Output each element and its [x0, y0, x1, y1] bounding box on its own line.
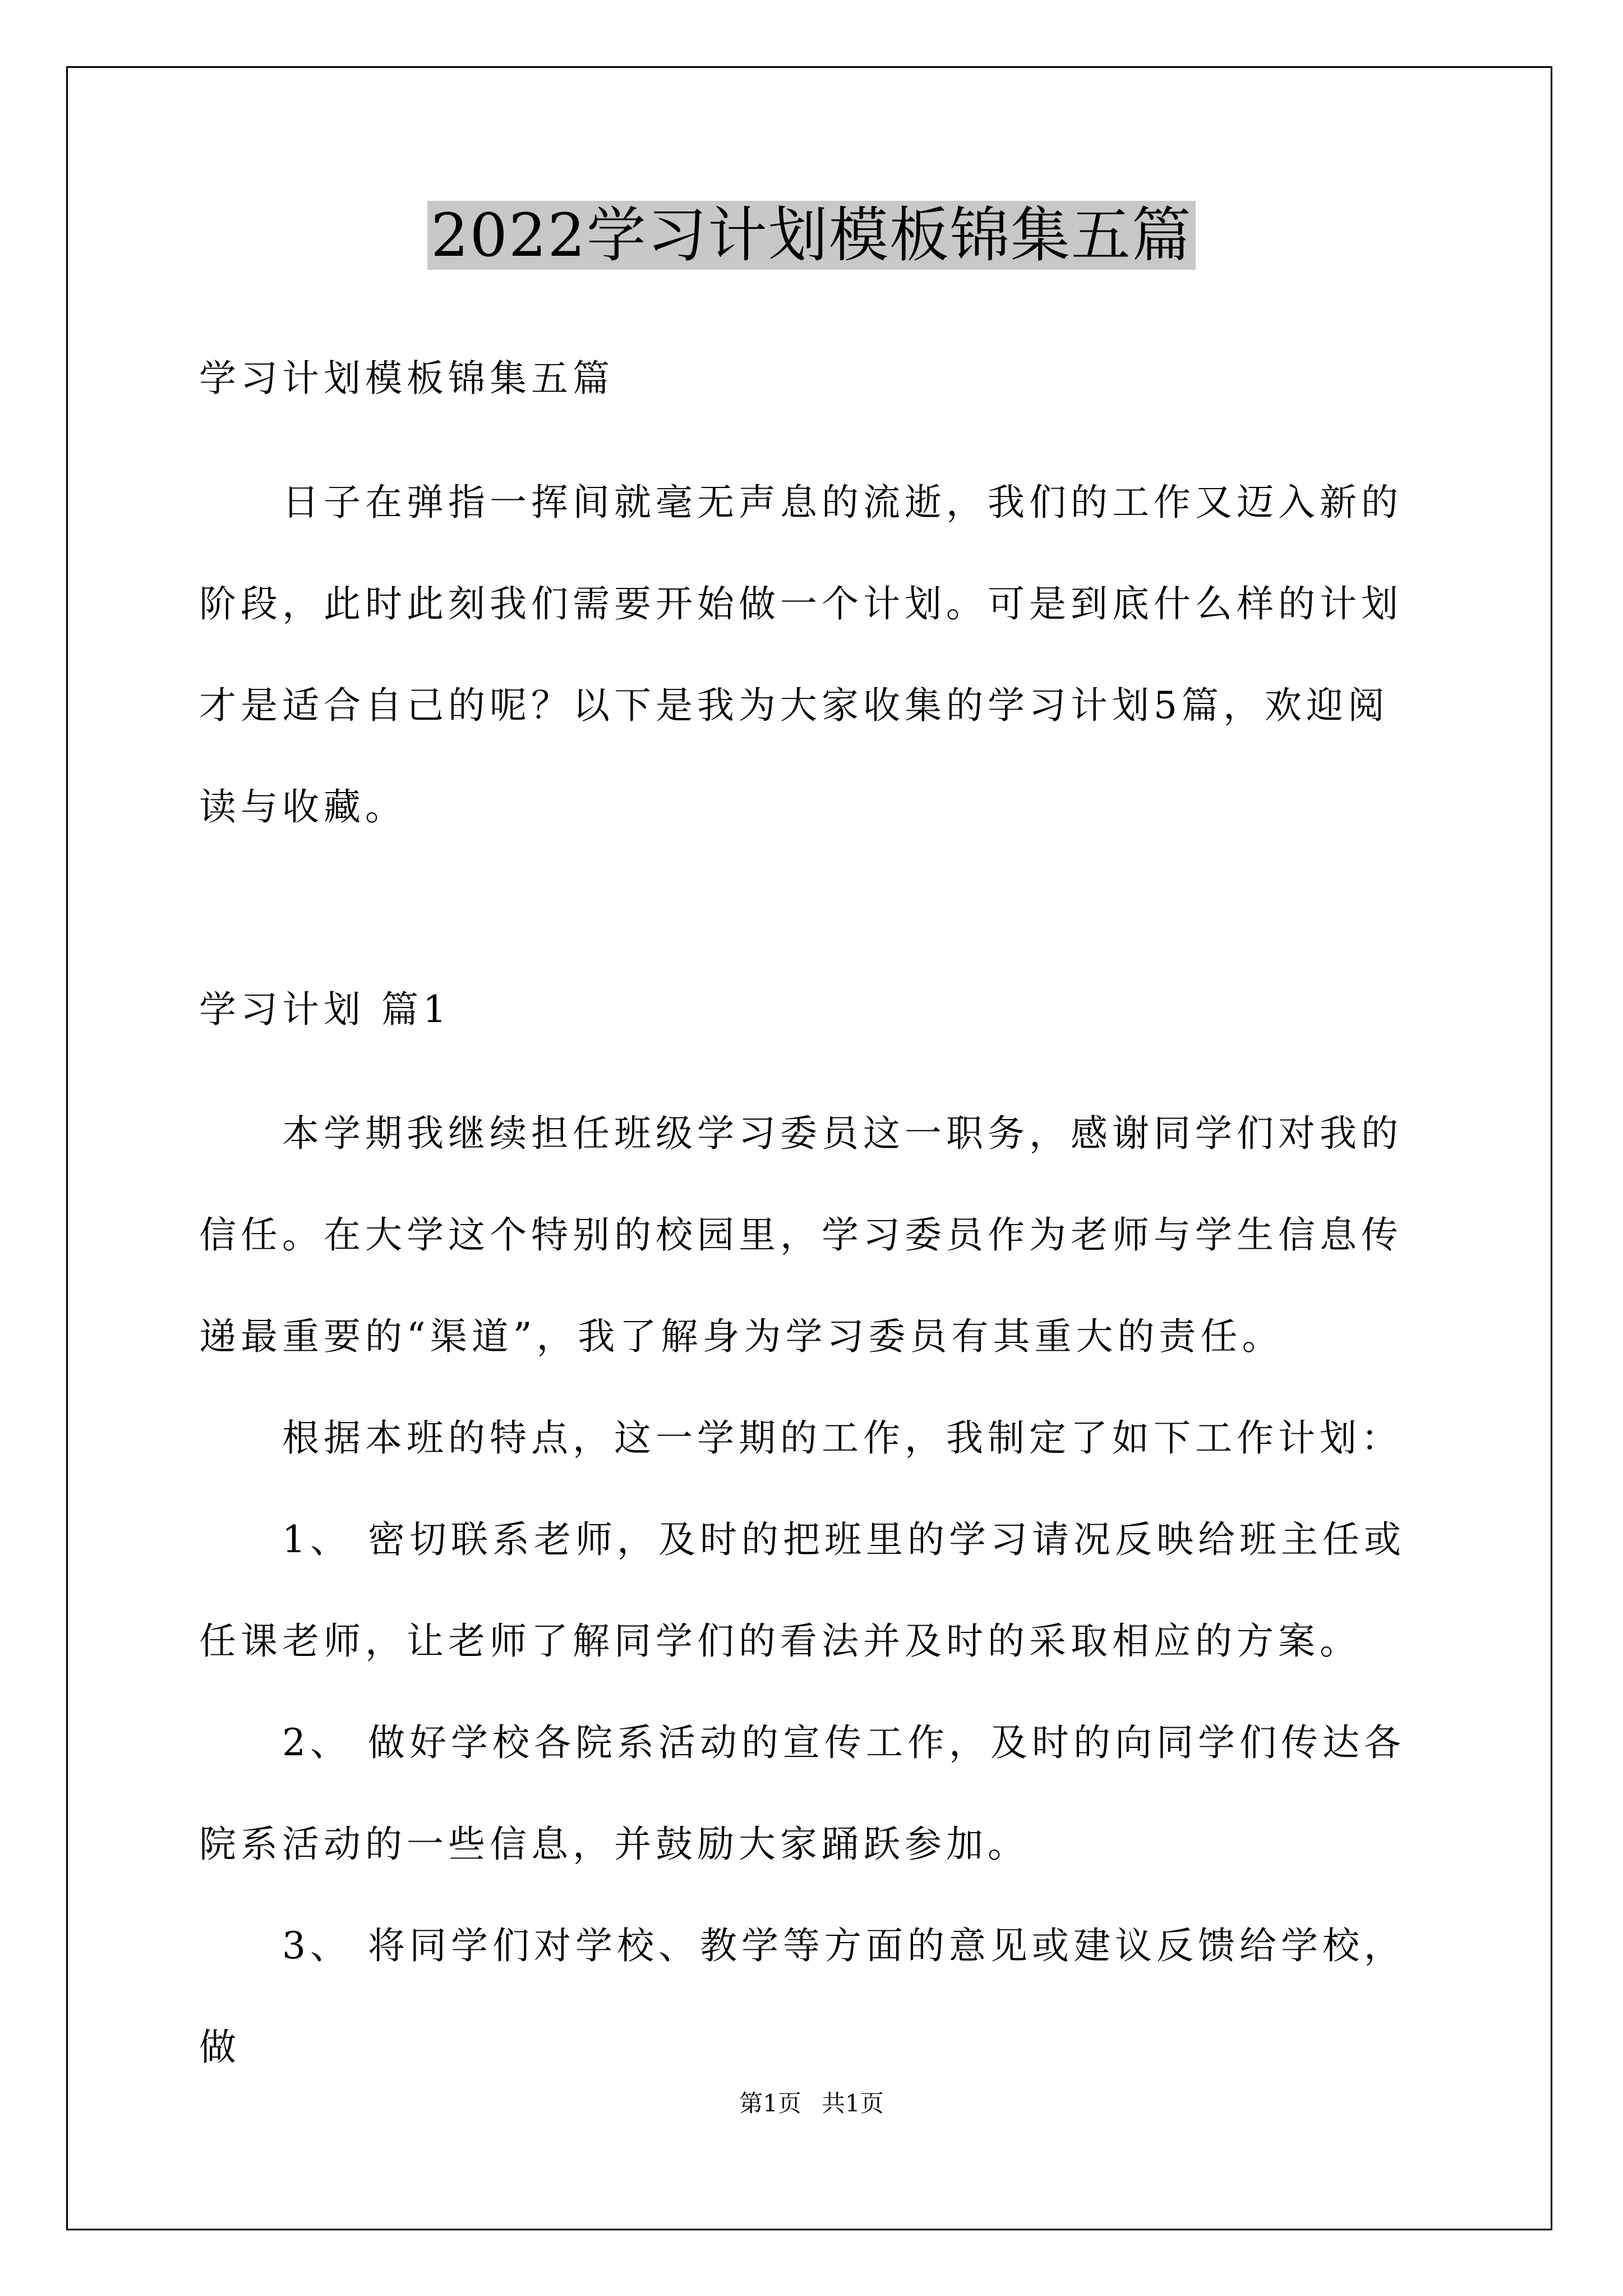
list-item: 2、 做好学校各院系活动的宣传工作，及时的向同学们传达各院系活动的一些信息，并鼓励大家踊跃参加。 [199, 1721, 1405, 1866]
list-item: 1、 密切联系老师，及时的把班里的学习请况反映给班主任或任课老师，让老师了解同学们的看法并及时的采取相应的方案。 [199, 1518, 1405, 1663]
document-title-text: 2022学习计划模板锦集五篇 [427, 201, 1196, 270]
document-subtitle: 学习计划模板锦集五篇 [199, 357, 614, 400]
document-title [0, 199, 1623, 272]
page-footer [0, 2087, 1623, 2120]
intro-paragraph: 日子在弹指一挥间就毫无声息的流逝，我们的工作又迈入新的阶段，此时此刻我们需要开始做一个计划。可是到底什么样的计划才是适合自己的呢？以下是我为大家收集的学习计划5篇，欢迎阅读与收藏。 [199, 481, 1403, 829]
page-total: 共1页 [822, 2090, 884, 2117]
section-body [199, 1083, 1427, 2098]
section-paragraph: 根据本班的特点，这一学期的工作，我制定了如下工作计划： [282, 1416, 1403, 1460]
list-item: 3、 将同学们对学校、教学等方面的意见或建议反馈给学校，做 [199, 1924, 1405, 2069]
section-heading: 学习计划 篇1 [199, 988, 451, 1031]
section-paragraph: 本学期我继续担任班级学习委员这一职务，感谢同学们对我的信任。在大学这个特别的校园里，学习委员作为老师与学生信息传递最重要的“渠道”，我了解身为学习委员有其重大的责任。 [199, 1112, 1403, 1358]
page-number: 第1页 [739, 2090, 801, 2117]
